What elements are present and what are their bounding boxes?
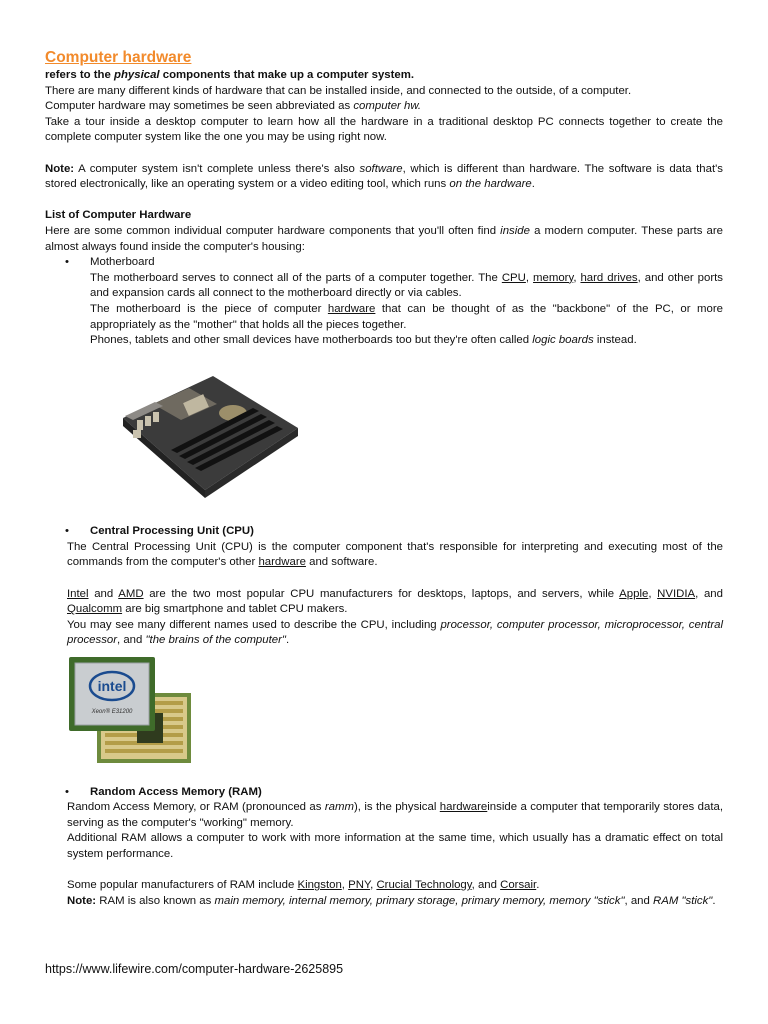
cpu-chip-model: Xeon® E31200 — [91, 709, 133, 716]
list-heading: List of Computer Hardware — [45, 209, 192, 222]
link-pny[interactable]: PNY — [348, 879, 371, 892]
cpu-heading: • Central Processing Unit (CPU) — [65, 525, 254, 538]
link-amd[interactable]: AMD — [118, 587, 144, 600]
page-title: Computer hardware — [45, 49, 192, 66]
link-hard-drives[interactable]: hard drives — [580, 271, 638, 284]
ram-p1: Random Access Memory, or RAM (pronounced as ramm), is the physical hardwareinside a computer that temporarily stores data, serving as the computer's "working" memory. — [67, 801, 723, 829]
motherboard-image — [93, 358, 319, 510]
intro-line-4: Take a tour inside a desktop computer to learn how all the hardware in a traditional desktop PC connects together to create the complete computer system like the one you may be using right now. — [45, 115, 723, 144]
motherboard-p1: The motherboard serves to connect all of the parts of a computer together. The CPU, memory, hard drives, and other ports and expansion cards all connect to the motherboard directly or via cables. — [90, 271, 723, 300]
link-crucial[interactable]: Crucial Technology — [376, 879, 472, 892]
link-cpu[interactable]: CPU — [501, 271, 526, 284]
link-kingston[interactable]: Kingston — [297, 879, 342, 892]
source-url[interactable]: https://www.lifewire.com/computer-hardware-2625895 — [45, 962, 344, 976]
cpu-chip-brand: intel — [97, 678, 127, 695]
link-hardware[interactable]: hardware — [327, 302, 376, 315]
link-nvidia[interactable]: NVIDIA — [657, 587, 696, 600]
list-intro: Here are some common individual computer hardware components that you'll often find inside a modern computer. These parts are almost always found inside the computer's housing: — [45, 224, 723, 253]
cpu-image — [67, 655, 193, 765]
link-hardware-cpu[interactable]: hardware — [258, 556, 306, 569]
ram-note: Note: RAM is also known as main memory, internal memory, primary storage, primary memory, memory "stick", and RAM "stick". — [67, 894, 716, 907]
link-hardware-ram[interactable]: hardware — [439, 801, 488, 814]
motherboard-p3: Phones, tablets and other small devices have motherboards too but they're often called logic boards instead. — [90, 334, 637, 347]
document-page — [45, 48, 723, 909]
cpu-p3: You may see many different names used to describe the CPU, including processor, computer processor, microprocessor, central processor, and "the brains of the computer". — [67, 618, 723, 647]
note-software: Note: A computer system isn't complete unless there's also software, which is different than hardware. The software is data that's stored electronically, like an operating system or a video editing tool, which runs on the hardware. — [45, 162, 723, 191]
ram-heading: • Random Access Memory (RAM) — [65, 785, 262, 798]
ram-p3: Some popular manufacturers of RAM include Kingston, PNY, Crucial Technology, and Corsair. — [67, 879, 540, 892]
intro-line-2: There are many different kinds of hardware that can be installed inside, and connected to the outside, of a computer. — [45, 84, 632, 97]
cpu-p2: Intel and AMD are the two most popular CPU manufacturers for desktops, laptops, and servers, while Apple, NVIDIA, and Qualcomm are big smartphone and tablet CPU makers. — [67, 587, 723, 616]
ram-p2: Additional RAM allows a computer to work with more information at the same time, which usually has a dramatic effect on total system performance. — [67, 832, 723, 860]
cpu-p1: The Central Processing Unit (CPU) is the computer component that's responsible for interpreting and executing most of the commands from the computer's other hardware and software. — [67, 540, 723, 569]
link-qualcomm[interactable]: Qualcomm — [67, 603, 123, 616]
link-corsair[interactable]: Corsair — [500, 879, 537, 892]
motherboard-p2: The motherboard is the piece of computer hardware that can be thought of as the "backbone" of the PC, or more appropriately as the "mother" that holds all the pieces together. — [90, 302, 723, 331]
motherboard-heading: • Motherboard — [65, 256, 155, 269]
link-apple[interactable]: Apple — [619, 587, 649, 600]
intro-line-3: Computer hardware may sometimes be seen abbreviated as computer hw. — [45, 100, 422, 113]
link-intel[interactable]: Intel — [67, 587, 89, 600]
intro-line-1: refers to the physical components that make up a computer system. — [45, 69, 415, 81]
link-memory[interactable]: memory — [533, 271, 574, 284]
